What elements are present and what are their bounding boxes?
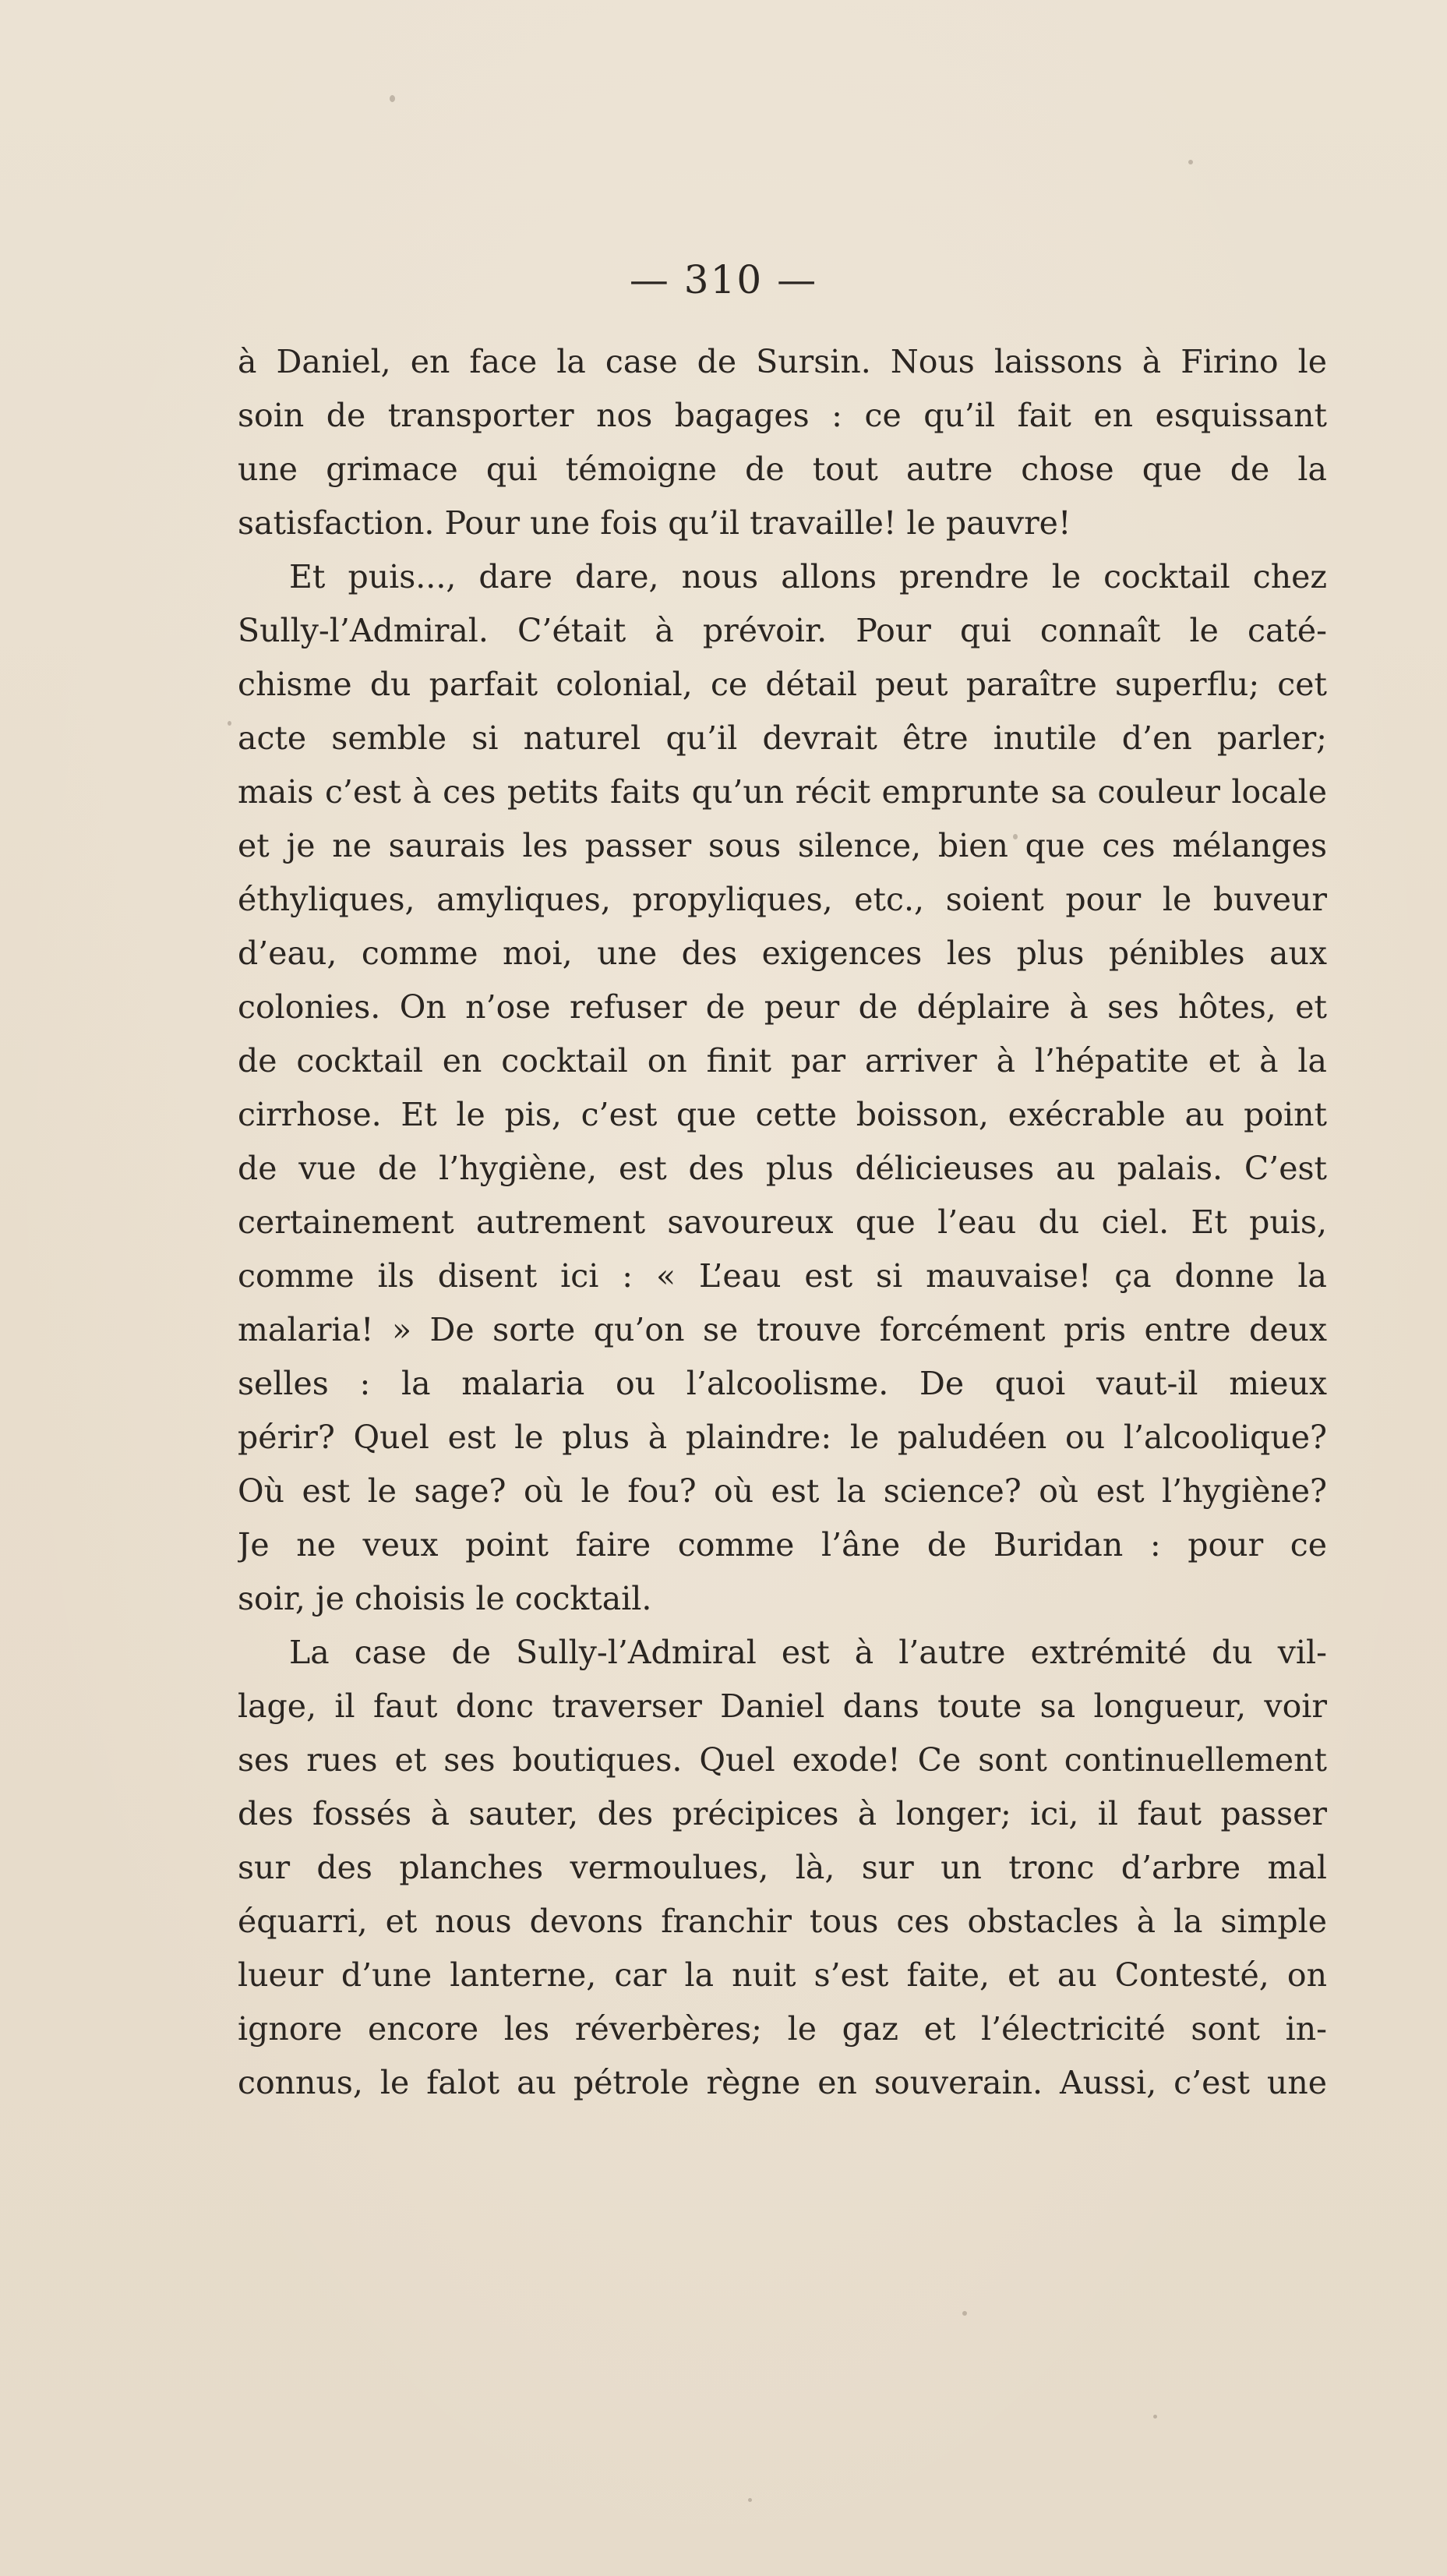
paper-speck bbox=[1013, 834, 1018, 839]
text-line: et je ne saurais les passer sous silence, bien que ces mélanges bbox=[238, 827, 1327, 864]
text-line: équarri, et nous devons franchir tous ces obstacles à la simple bbox=[238, 1903, 1327, 1940]
text-line: lage, il faut donc traverser Daniel dans toute sa longueur, voir bbox=[238, 1687, 1327, 1725]
paragraph-start-line: Et puis..., dare dare, nous allons prendre le cocktail chez bbox=[289, 558, 1327, 595]
text-line: périr? Quel est le plus à plaindre: le paludéen ou l’alcoolique? bbox=[238, 1419, 1327, 1456]
text-line: Sully-l’Admiral. C’était à prévoir. Pour qui connaît le caté- bbox=[238, 612, 1327, 649]
text-line: de vue de l’hygiène, est des plus délicieuses au palais. C’est bbox=[238, 1150, 1327, 1187]
text-line: à Daniel, en face la case de Sursin. Nous laissons à Firino le bbox=[238, 343, 1327, 380]
text-line: Où est le sage? où le fou? où est la science? où est l’hygiène? bbox=[238, 1472, 1327, 1510]
text-line: Je ne veux point faire comme l’âne de Buridan : pour ce bbox=[238, 1526, 1327, 1564]
page-number: — 310 — bbox=[629, 257, 818, 302]
paper-speck bbox=[1153, 2415, 1157, 2419]
text-line: cirrhose. Et le pis, c’est que cette boisson, exécrable au point bbox=[238, 1096, 1327, 1133]
text-line: connus, le falot au pétrole règne en souverain. Aussi, c’est une bbox=[238, 2064, 1327, 2101]
text-line: selles : la malaria ou l’alcoolisme. De quoi vaut-il mieux bbox=[238, 1365, 1327, 1402]
text-line: chisme du parfait colonial, ce détail peut paraître superflu; cet bbox=[238, 666, 1327, 703]
text-line: colonies. On n’ose refuser de peur de déplaire à ses hôtes, et bbox=[238, 988, 1327, 1026]
paper-speck bbox=[228, 721, 231, 726]
text-line: ses rues et ses boutiques. Quel exode! Ce sont continuellement bbox=[238, 1741, 1327, 1779]
text-line: lueur d’une lanterne, car la nuit s’est faite, et au Contesté, on bbox=[238, 1956, 1327, 1994]
text-line: comme ils disent ici : « L’eau est si mauvaise! ça donne la bbox=[238, 1257, 1327, 1295]
text-line: sur des planches vermoulues, là, sur un tronc d’arbre mal bbox=[238, 1849, 1327, 1886]
text-line: mais c’est à ces petits faits qu’un récit emprunte sa couleur locale bbox=[238, 773, 1327, 811]
text-line: de cocktail en cocktail on finit par arriver à l’hépatite et à la bbox=[238, 1042, 1327, 1080]
paper-speck bbox=[390, 95, 395, 102]
text-line: d’eau, comme moi, une des exigences les plus pénibles aux bbox=[238, 935, 1327, 972]
paper-speck bbox=[962, 2311, 967, 2316]
paper-speck bbox=[748, 2498, 752, 2502]
text-line: acte semble si naturel qu’il devrait être inutile d’en parler; bbox=[238, 719, 1327, 757]
text-line: des fossés à sauter, des précipices à longer; ici, il faut passer bbox=[238, 1795, 1327, 1832]
text-line: certainement autrement savoureux que l’eau du ciel. Et puis, bbox=[238, 1203, 1327, 1241]
text-line: soin de transporter nos bagages : ce qu’il fait en esquissant bbox=[238, 397, 1327, 434]
paragraph-start-line: La case de Sully-l’Admiral est à l’autre extrémité du vil- bbox=[289, 1634, 1327, 1671]
text-line: satisfaction. Pour une fois qu’il travaille! le pauvre! bbox=[238, 504, 1071, 542]
text-line: soir, je choisis le cocktail. bbox=[238, 1580, 652, 1617]
body-text bbox=[238, 335, 1327, 2110]
text-line: éthyliques, amyliques, propyliques, etc., soient pour le buveur bbox=[238, 881, 1327, 918]
text-line: malaria! » De sorte qu’on se trouve forcément pris entre deux bbox=[238, 1311, 1327, 1348]
text-line: ignore encore les réverbères; le gaz et l’électricité sont in- bbox=[238, 2010, 1327, 2048]
text-line: une grimace qui témoigne de tout autre chose que de la bbox=[238, 451, 1327, 488]
paper-speck bbox=[1188, 160, 1193, 164]
